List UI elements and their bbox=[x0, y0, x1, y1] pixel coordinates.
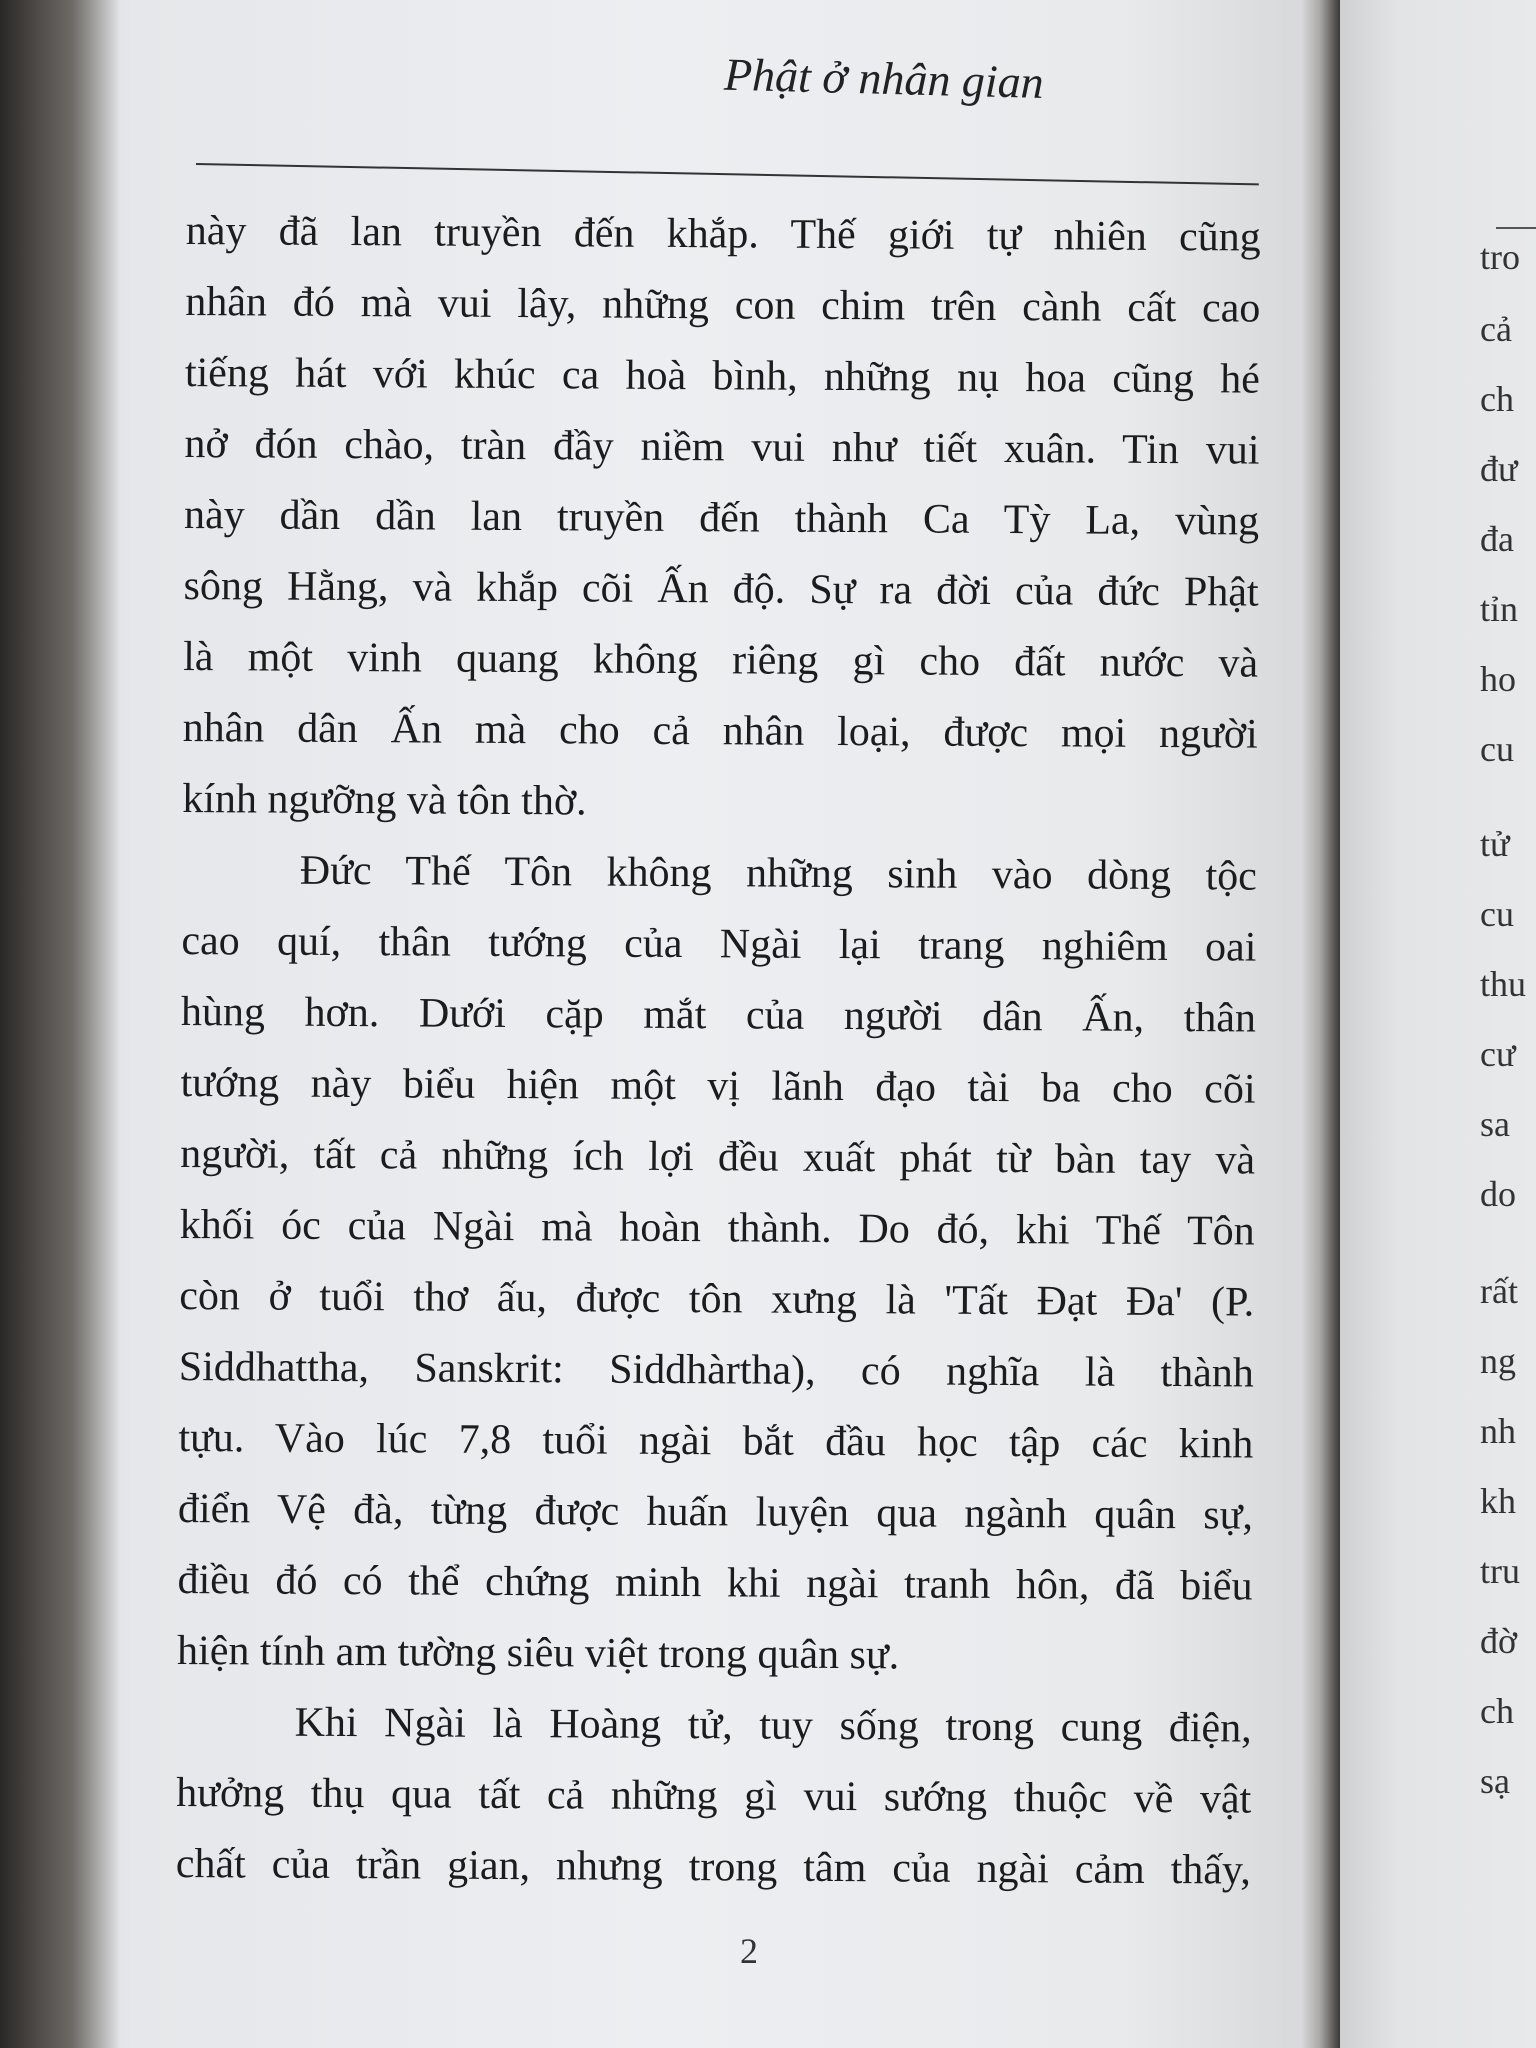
right-page-fragment: sạ bbox=[1480, 1761, 1510, 1801]
right-page-fragment: cả bbox=[1480, 309, 1512, 349]
right-page-fragment: tru bbox=[1480, 1551, 1520, 1591]
right-page-fragment: rất bbox=[1480, 1271, 1518, 1311]
right-page-fragment: cu bbox=[1480, 729, 1514, 769]
text-line: Khi Ngài là Hoàng tử, tuy sống trong cung điện, bbox=[294, 1699, 1252, 1752]
right-page-fragment: kh bbox=[1480, 1481, 1516, 1521]
right-page-rule bbox=[1496, 227, 1536, 229]
text-line: hiện tính am tường siêu việt trong quân sự. bbox=[176, 1627, 900, 1679]
right-page-fragment: tro bbox=[1480, 237, 1520, 277]
text-line: nhân dân Ấn mà cho cả nhân loại, được mọi người bbox=[182, 704, 1258, 758]
text-line: sông Hằng, và khắp cõi Ấn độ. Sự ra đời của đức Phật bbox=[183, 562, 1259, 616]
text-line: tựu. Vào lúc 7,8 tuổi ngài bắt đầu học tập các kinh bbox=[178, 1414, 1254, 1468]
text-line: kính ngưỡng và tôn thờ. bbox=[182, 775, 587, 825]
right-page-fragment: ho bbox=[1480, 659, 1516, 699]
right-page-fragment: đa bbox=[1480, 519, 1514, 559]
text-line: điều đó có thể chứng minh khi ngài tranh hôn, đã biểu bbox=[177, 1556, 1253, 1610]
text-line: còn ở tuổi thơ ấu, được tôn xưng là 'Tất Đạt Đa' (P. bbox=[179, 1272, 1255, 1326]
text-line: này đã lan truyền đến khắp. Thế giới tự nhiên cũng bbox=[185, 207, 1261, 261]
text-line: chất của trần gian, nhưng trong tâm của ngài cảm thấy, bbox=[175, 1840, 1251, 1894]
text-line: cao quí, thân tướng của Ngài lại trang nghiêm oai bbox=[181, 917, 1257, 971]
page-edge-shadow bbox=[0, 0, 120, 2048]
text-line: Đức Thế Tôn không những sinh vào dòng tộc bbox=[299, 847, 1258, 900]
right-page-fragment: do bbox=[1480, 1174, 1516, 1214]
right-page-fragment: đư bbox=[1480, 449, 1518, 489]
right-page-fragment: nh bbox=[1480, 1411, 1516, 1451]
right-page-fragment: tỉn bbox=[1480, 589, 1519, 629]
right-page-fragment: cư bbox=[1480, 1034, 1516, 1074]
right-page-fragment: tử bbox=[1480, 824, 1510, 864]
text-line: tiếng hát với khúc ca hoà bình, những nụ hoa cũng hé bbox=[184, 349, 1261, 403]
body-text bbox=[176, 196, 1261, 1907]
text-line: nhân đó mà vui lây, những con chim trên cành cất cao bbox=[185, 278, 1261, 332]
right-page-fragment: ch bbox=[1480, 1691, 1514, 1731]
text-line: hưởng thụ qua tất cả những gì vui sướng thuộc về vật bbox=[176, 1769, 1252, 1823]
book-gutter bbox=[1300, 0, 1340, 2048]
text-line: nở đón chào, tràn đầy niềm vui như tiết xuân. Tin vui bbox=[184, 420, 1260, 474]
text-line: tướng này biểu hiện một vị lãnh đạo tài ba cho cõi bbox=[180, 1059, 1256, 1113]
right-page-fragment: thu bbox=[1480, 964, 1527, 1004]
text-line: này dần dần lan truyền đến thành Ca Tỳ La, vùng bbox=[183, 491, 1260, 545]
text-line: Siddhattha, Sanskrit: Siddhàrtha), có nghĩa là thành bbox=[178, 1343, 1254, 1397]
header-rule bbox=[196, 163, 1259, 185]
right-page-fragment: đờ bbox=[1480, 1621, 1518, 1661]
text-line: khối óc của Ngài mà hoàn thành. Do đó, khi Thế Tôn bbox=[179, 1201, 1255, 1255]
text-line: điển Vệ đà, từng được huấn luyện qua ngành quân sự, bbox=[177, 1485, 1254, 1539]
page-number: 2 bbox=[740, 1931, 758, 1971]
text-line: hùng hơn. Dưới cặp mắt của người dân Ấn, thân bbox=[180, 988, 1257, 1042]
right-page-fragment: ch bbox=[1480, 379, 1514, 419]
right-page-fragment: ng bbox=[1480, 1341, 1516, 1381]
running-head: Phật ở nhân gian bbox=[723, 48, 1045, 108]
text-line: người, tất cả những ích lợi đều xuất phát từ bàn tay và bbox=[180, 1130, 1256, 1184]
right-page-fragment: cu bbox=[1480, 894, 1514, 934]
right-page-fragment: sa bbox=[1480, 1104, 1510, 1144]
text-line: là một vinh quang không riêng gì cho đất nước và bbox=[183, 633, 1259, 687]
